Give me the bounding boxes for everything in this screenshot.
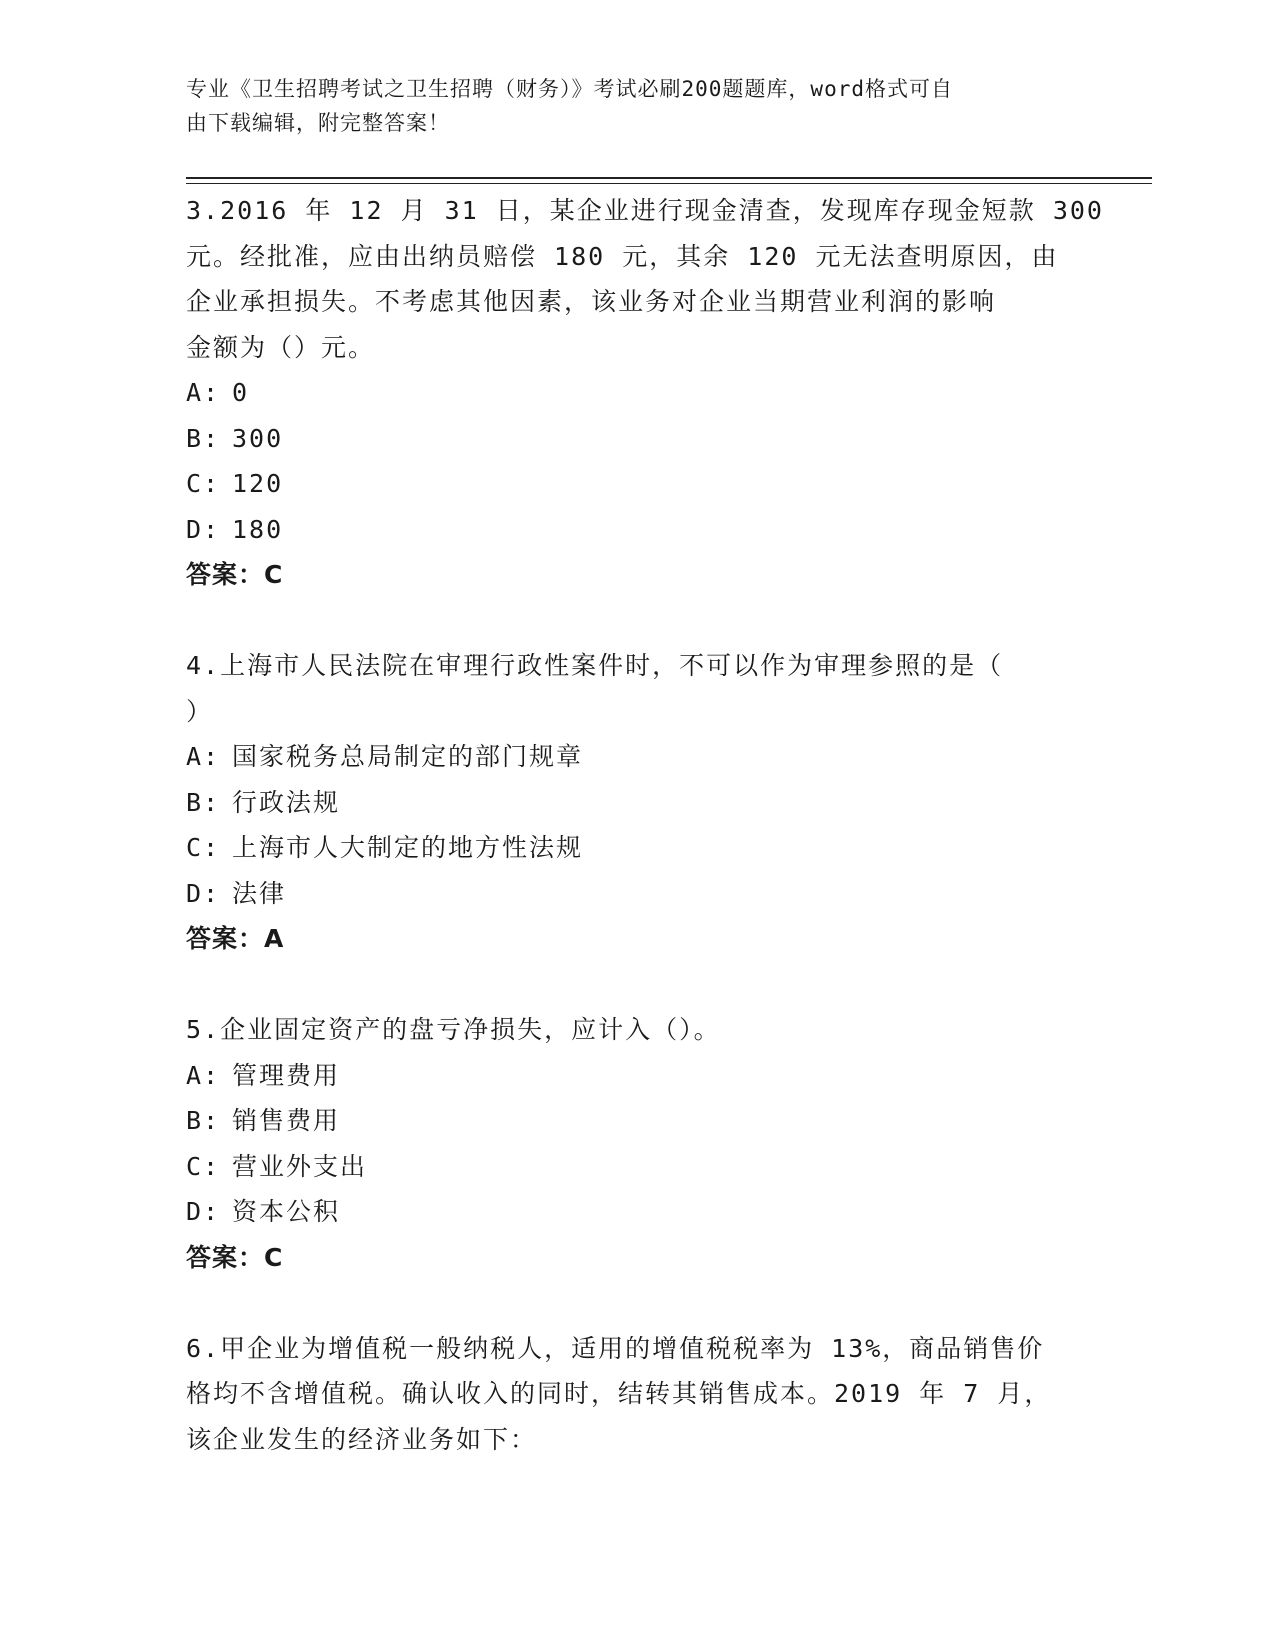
question-text-line: 4.上海市人民法院在审理行政性案件时，不可以作为审理参照的是（ [186,651,1004,680]
question-text-line: 元。经批准，应由出纳员赔偿 180 元，其余 120 元无法查明原因，由 [186,241,1059,271]
option-label: C: [186,833,221,862]
question-text-line: 6.甲企业为增值税一般纳税人，适用的增值税税率为 13%，商品销售价 [186,1333,1045,1363]
option-b [186,1098,1086,1144]
header-line-1: 专业《卫生招聘考试之卫生招聘（财务）》考试必刷200题题库，word格式可自 [186,77,953,101]
option-label: D: [186,878,221,908]
header-rule-thin [186,183,1152,184]
option-label: D: [186,514,221,544]
option-c [186,825,1086,871]
header-line-2: 由下载编辑，附完整答案！ [186,111,450,135]
header-rule-thick [186,177,1152,179]
option-text: 销售费用 [232,1106,341,1135]
option-text: 资本公积 [232,1197,341,1226]
option-label: B: [186,423,221,453]
option-d [186,1189,1086,1235]
option-text: 180 [232,514,284,544]
document-header [186,72,1066,140]
option-text: 营业外支出 [232,1151,368,1181]
option-c [186,461,1086,507]
option-text: 法律 [232,878,287,908]
option-text: 120 [232,469,284,498]
question-text-line: ） [186,696,214,726]
option-label: C: [186,1151,221,1181]
option-label: B: [186,1106,221,1135]
question-text-line: 企业承担损失。不考虑其他因素，该业务对企业当期营业利润的影响 [186,287,997,316]
option-a [186,370,1086,416]
question-text-line: 5.企业固定资产的盘亏净损失，应计入（）。 [186,1015,721,1044]
option-label: D: [186,1197,221,1226]
option-d [186,507,1086,553]
question-5 [186,1007,1086,1280]
option-text: 上海市人大制定的地方性法规 [232,833,584,862]
option-label: A: [186,1060,221,1090]
option-text: 管理费用 [232,1060,341,1090]
option-a [186,1053,1086,1099]
question-text-line: 格均不含增值税。确认收入的同时，结转其销售成本。2019 年 7 月， [186,1379,1052,1408]
question-3 [186,188,1104,598]
answer-line: 答案：C [186,1242,284,1272]
option-text: 300 [232,423,284,453]
question-6 [186,1326,1086,1463]
answer-line: 答案：A [186,924,285,953]
option-text: 0 [232,378,250,407]
question-text-line: 3.2016 年 12 月 31 日，某企业进行现金清查，发现库存现金短款 300 [186,196,1104,225]
option-label: C: [186,469,221,498]
answer-line: 答案：C [186,560,284,589]
option-text: 国家税务总局制定的部门规章 [232,742,584,771]
spacer [186,1280,1086,1326]
option-label: A: [186,378,221,407]
option-text: 行政法规 [232,787,341,817]
question-text-line: 该企业发生的经济业务如下： [186,1424,538,1454]
question-text-line: 金额为（）元。 [186,332,376,362]
option-b [186,780,1086,826]
option-c [186,1144,1086,1190]
question-list [186,188,1104,1462]
option-b [186,416,1086,462]
question-4 [186,643,1086,962]
spacer [186,962,1086,1008]
option-label: B: [186,787,221,817]
option-label: A: [186,742,221,771]
spacer [186,598,1086,644]
option-a [186,734,1086,780]
option-d [186,871,1086,917]
